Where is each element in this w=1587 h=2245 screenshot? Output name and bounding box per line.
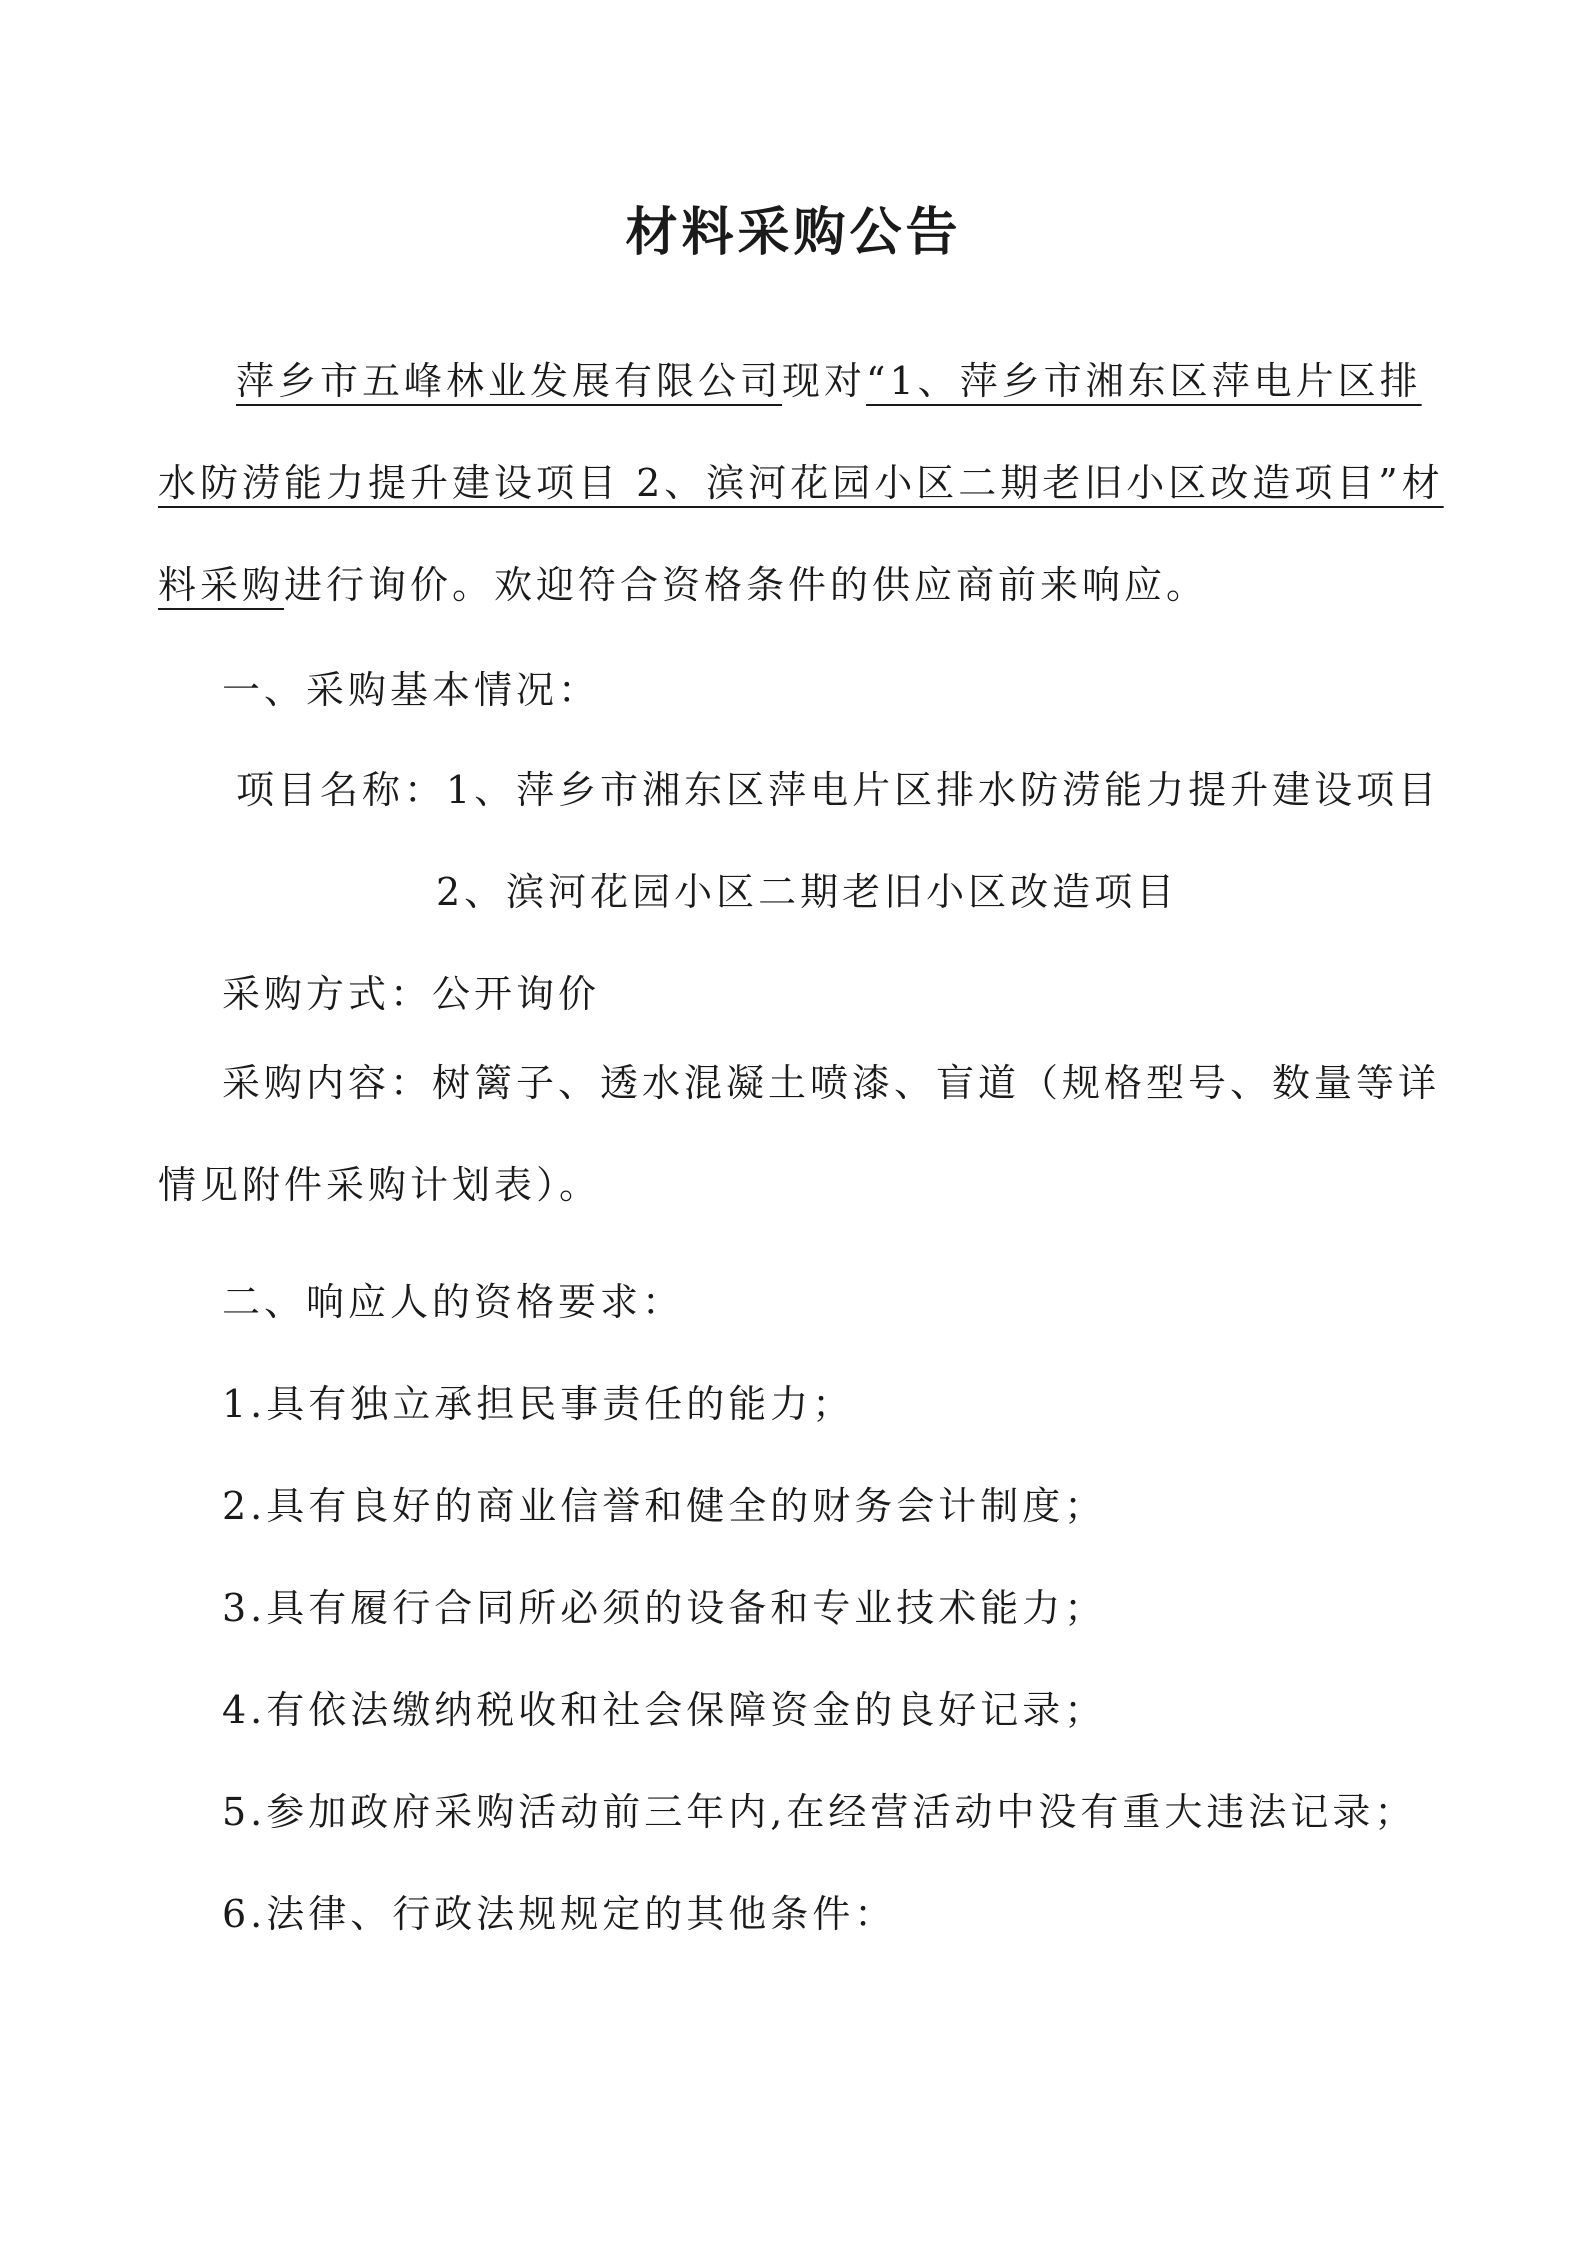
project-name-line-1: 项目名称：1、萍乡市湘东区萍电片区排水防涝能力提升建设项目: [236, 768, 1441, 812]
section2-heading: 二、响应人的资格要求：: [222, 1280, 685, 1324]
requirement-item: 1.具有独立承担民事责任的能力；: [222, 1382, 855, 1426]
requirement-item: 6.法律、行政法规规定的其他条件：: [222, 1892, 897, 1936]
section1-heading: 一、采购基本情况：: [222, 668, 601, 712]
page-title: 材料采购公告: [625, 203, 962, 263]
company-name: 萍乡市五峰林业发展有限公司: [236, 359, 783, 403]
procurement-content: 采购内容：树篱子、透水混凝土喷漆、盲道（规格型号、数量等详情见附件采购计划表）。: [158, 1061, 1441, 1207]
requirement-item: 4.有依法缴纳税收和社会保障资金的良好记录；: [222, 1688, 1107, 1732]
intro-text-2: 进行询价。欢迎符合资格条件的供应商前来响应。: [284, 563, 1209, 607]
requirement-item: 5.参加政府采购活动前三年内,在经营活动中没有重大违法记录；: [222, 1790, 1417, 1834]
project-quote: “1、萍乡市湘东区萍电片区排水防涝能力提升建设项目 2、滨河花园小区二期老旧小区改造项目”材料采购: [158, 359, 1444, 607]
intro-paragraph: [158, 330, 1458, 636]
requirement-item: 2.具有良好的商业信誉和健全的财务会计制度；: [222, 1484, 1107, 1528]
project-name-line-2: 2、滨河花园小区二期老旧小区改造项目: [436, 870, 1179, 914]
procurement-method: 采购方式：公开询价: [222, 972, 601, 1016]
intro-text-1: 现对: [782, 359, 867, 403]
requirement-item: 3.具有履行合同所必须的设备和专业技术能力；: [222, 1586, 1107, 1630]
